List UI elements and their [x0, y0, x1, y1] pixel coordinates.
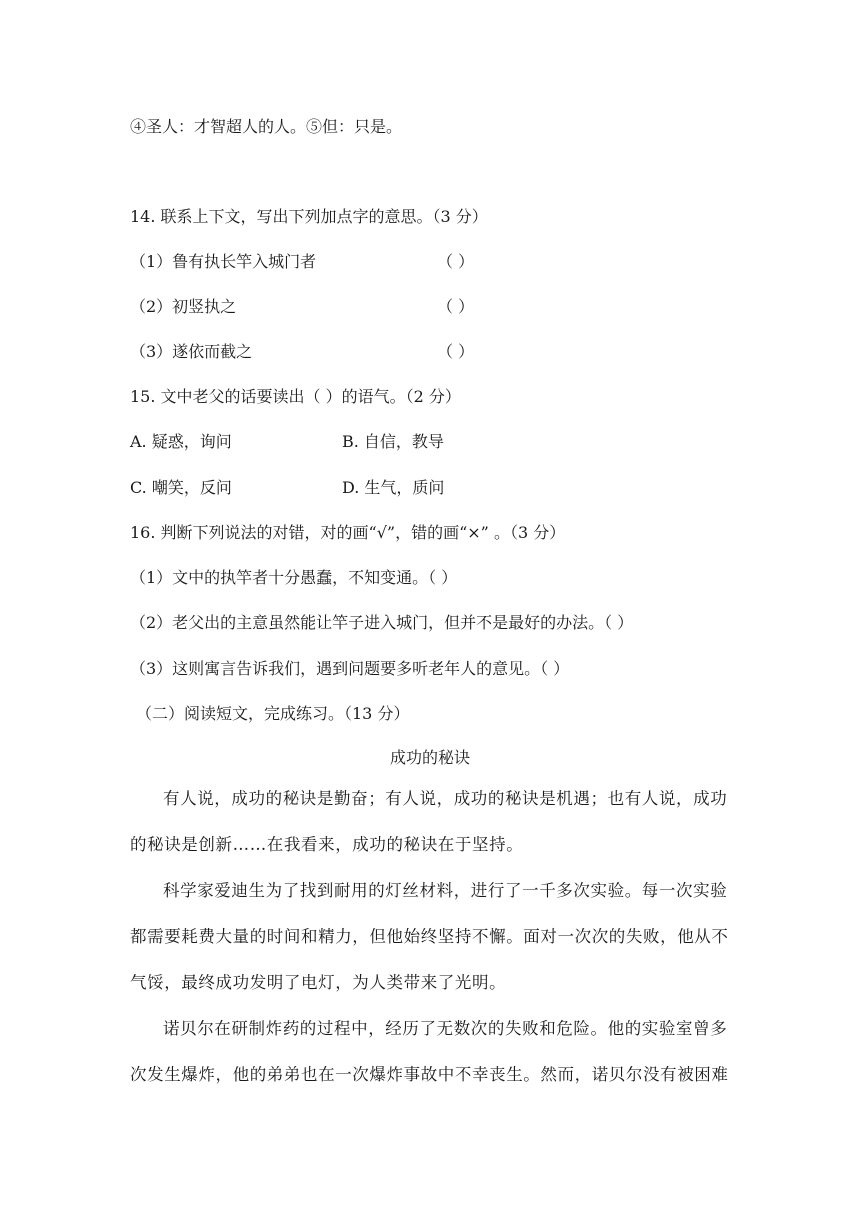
question-14-item-2: （2）初竖执之 [130, 297, 237, 316]
passage-paragraph-2: 科学家爱迪生为了找到耐用的灯丝材料，进行了一千多次实验。每一次实验都需要耗费大量的时间和精力，但他始终坚持不懈。面对一次次的失败，他从不气馁，最终成功发明了电灯，为人类带来了光明。 [130, 881, 729, 992]
question-16-item-2: （2）老父出的主意虽然能让竿子进入城门，但并不是最好的办法。（ ） [130, 613, 634, 632]
answer-blank-14-2[interactable]: （ ） [437, 297, 475, 316]
notes-line: ④圣人：才智超人的人。⑤但：只是。 [130, 117, 403, 136]
question-16-item-3: （3）这则寓言告诉我们，遇到问题要多听老年人的意见。（ ） [130, 659, 570, 678]
passage-paragraph-1: 有人说，成功的秘诀是勤奋；有人说，成功的秘诀是机遇；也有人说，成功的秘诀是创新……在我看来，成功的秘诀在于坚持。 [130, 789, 728, 854]
passage-paragraph-3: 诺贝尔在研制炸药的过程中，经历了无数次的失败和危险。他的实验室曾多次发生爆炸，他的弟弟也在一次爆炸事故中不幸丧生。然而，诺贝尔没有被困难 [130, 1019, 729, 1084]
question-16-stem: 16. 判断下列说法的对错，对的画“√”，错的画“×” 。（3 分） [130, 523, 566, 542]
question-14-item-1: （1）鲁有执长竿入城门者 [130, 252, 317, 271]
question-15-option-b[interactable]: B. 自信，教导 [342, 432, 444, 451]
question-16-item-1: （1）文中的执竿者十分愚蠢，不知变通。（ ） [130, 568, 458, 587]
section-2-heading: （二）阅读短文，完成练习。（13 分） [136, 704, 410, 723]
question-15-stem: 15. 文中老父的话要读出（ ）的语气。（2 分） [130, 387, 461, 406]
passage-body [130, 776, 730, 1098]
question-15-option-c[interactable]: C. 嘲笑，反问 [130, 478, 232, 497]
passage-title: 成功的秘诀 [389, 748, 470, 767]
question-14-stem: 14. 联系上下文，写出下列加点字的意思。（3 分） [130, 207, 488, 226]
answer-blank-14-1[interactable]: （ ） [437, 252, 475, 271]
question-15-option-a[interactable]: A. 疑惑，询问 [130, 432, 232, 451]
question-14-item-3: （3）遂依而截之 [130, 342, 253, 361]
question-15-option-d[interactable]: D. 生气，质问 [342, 478, 445, 497]
answer-blank-14-3[interactable]: （ ） [437, 342, 475, 361]
